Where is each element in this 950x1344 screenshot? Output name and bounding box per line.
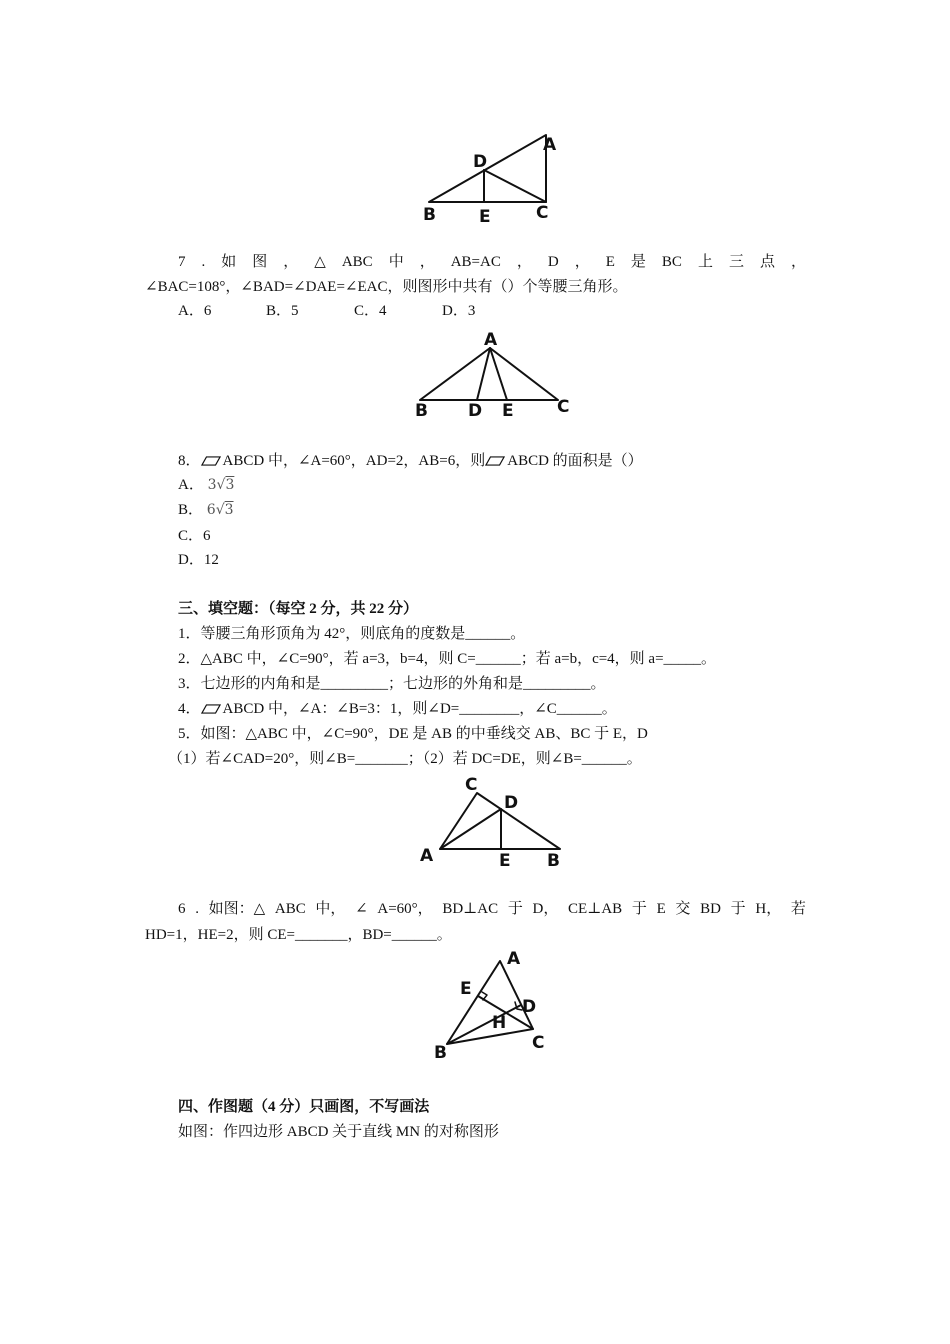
fig-top-label-a: A [543, 135, 557, 155]
q7-part: 中 [388, 254, 404, 270]
q7-option-d[interactable]: D．3 [442, 303, 476, 319]
s3-q6-line2: HD=1，HE=2，则 CE=_______，BD=______。 [145, 927, 452, 943]
q7-stem-line1 [178, 252, 806, 272]
fig-q7-label-e: E [502, 401, 514, 421]
q8-option-a-radicand: 3 [225, 477, 235, 493]
q7-part: △ [314, 254, 326, 270]
fig-q7-ae [490, 348, 507, 400]
figure-q5 [415, 773, 575, 873]
q8-stem-text-a: ABCD 中，∠A=60°，AD=2，AB=6，则 [222, 453, 486, 469]
s3-q6-line1 [178, 899, 806, 919]
q7-part: ， [574, 254, 590, 270]
fig-q6-label-b: B [434, 1043, 447, 1063]
s3-q5-line1: 5．如图：△ABC 中，∠C=90°，DE 是 AB 的中垂线交 AB、BC 于 E，D [178, 726, 648, 742]
fig-q5-label-a: A [420, 846, 434, 866]
fig-top-label-c: C [536, 203, 549, 223]
q8-option-a-label: A． [178, 477, 204, 493]
s3-q6-part: H， [755, 901, 782, 917]
s3-q4-text: ABCD 中，∠A：∠B=3：1，则∠D=________，∠C______。 [222, 701, 617, 717]
figure-q6 [430, 948, 560, 1063]
fig-q5-ad [440, 809, 501, 849]
q7-part: ABC [341, 254, 373, 270]
fig-q5-label-d: D [504, 793, 519, 813]
s3-q4-number: 4． [178, 701, 201, 717]
q7-part: ， [516, 254, 532, 270]
fig-q6-label-a: A [507, 949, 521, 969]
s3-q6-part: BD⊥AC [442, 901, 499, 917]
q7-part: AB=AC [450, 254, 501, 270]
q7-part: 是 [630, 254, 646, 270]
q8-stem-text-b: ABCD 的面积是（） [507, 453, 643, 469]
s3-q5-line2: （1）若∠CAD=20°，则∠B=_______；（2）若 DC=DE，则∠B=______。 [168, 751, 642, 767]
q8-option-b-value: 6√3 [206, 502, 234, 518]
s3-q3: 3．七边形的内角和是_________；七边形的外角和是_________。 [178, 676, 606, 692]
s3-q6-part: ABC [274, 901, 306, 917]
q7-part: 图 [252, 254, 268, 270]
fig-q6-label-e: E [460, 979, 472, 999]
parallelogram-icon [201, 456, 221, 466]
q8-option-a-value: 3√3 [207, 477, 235, 493]
q7-part: 如 [221, 254, 237, 270]
fig-top-label-d: D [473, 152, 488, 172]
fig-q7-label-d: D [468, 401, 483, 421]
q8-stem [178, 451, 643, 471]
q8-option-a[interactable] [178, 475, 234, 495]
section3-title: 三、填空题：（每空 2 分，共 22 分） [178, 601, 419, 617]
s3-q6-part: ∠ [355, 901, 368, 917]
fig-top-ec [484, 170, 546, 202]
fig-q6-label-c: C [532, 1033, 545, 1053]
fig-q5-label-e: E [499, 851, 511, 871]
q7-option-a[interactable]: A．6 [178, 303, 212, 319]
parallelogram-icon [201, 704, 221, 714]
fig-q7-label-a: A [484, 330, 498, 350]
q7-part: 三 [728, 254, 744, 270]
q7-part: BC [661, 254, 682, 270]
s3-q6-part: 于 [730, 901, 746, 917]
q8-option-a-coef: 3 [207, 477, 217, 493]
fig-q5-label-c: C [465, 775, 478, 795]
q8-option-b[interactable] [178, 500, 234, 520]
q7-part: 点 [759, 254, 775, 270]
q8-option-b-radicand: 3 [224, 502, 234, 518]
q7-options [178, 301, 530, 321]
q7-part: . [201, 254, 206, 270]
fig-q7-label-b: B [415, 401, 428, 421]
q7-option-b[interactable]: B．5 [266, 303, 299, 319]
q8-option-d[interactable]: D．12 [178, 552, 219, 568]
s3-q6-part: . [195, 901, 199, 917]
s3-q6-part: 若 [790, 901, 806, 917]
q7-stem-line2: ∠BAC=108°，∠BAD=∠DAE=∠EAC，则图形中共有（）个等腰三角形。 [145, 279, 628, 295]
section4-text: 如图：作四边形 ABCD 关于直线 MN 的对称图形 [178, 1124, 499, 1140]
figure-q6-top [415, 130, 565, 230]
s3-q6-part: D， [532, 901, 559, 917]
q8-option-b-label: B． [178, 502, 204, 518]
fig-top-label-b: B [423, 205, 436, 225]
s3-q6-part: 如图：△ [208, 901, 266, 917]
s3-q1: 1．等腰三角形顶角为 42°，则底角的度数是______。 [178, 626, 526, 642]
q7-part: ， [790, 254, 806, 270]
fig-q5-label-b: B [547, 851, 560, 871]
figure-q7 [410, 330, 585, 420]
q7-part: ， [419, 254, 435, 270]
s3-q6-part: 交 [675, 901, 691, 917]
s3-q2: 2．△ABC 中，∠C=90°，若 a=3，b=4，则 C=______；若 a=b，c=4，则 a=_____。 [178, 651, 717, 667]
s3-q6-part: 中， [315, 901, 346, 917]
section4-title: 四、作图题（4 分）只画图，不写画法 [178, 1099, 430, 1115]
fig-top-label-e: E [479, 207, 491, 227]
q7-part: E [605, 254, 615, 270]
q7-part: D [547, 254, 559, 270]
fig-q7-label-c: C [557, 397, 570, 417]
s3-q6-part: 6 [178, 901, 186, 917]
fig-q6-label-h: H [492, 1013, 507, 1033]
s3-q6-part: CE⊥AB [568, 901, 623, 917]
q7-part: 7 [178, 254, 186, 270]
s3-q6-part: E [656, 901, 666, 917]
q7-option-c[interactable]: C．4 [354, 303, 387, 319]
s3-q6-part: 于 [631, 901, 647, 917]
s3-q6-part: 于 [507, 901, 523, 917]
q7-part: ， [283, 254, 299, 270]
q8-option-b-coef: 6 [206, 502, 216, 518]
s3-q6-part: BD [700, 901, 721, 917]
q7-part: 上 [697, 254, 713, 270]
parallelogram-icon [485, 456, 505, 466]
q8-option-c[interactable]: C．6 [178, 528, 211, 544]
fig-q6-label-d: D [522, 997, 537, 1017]
s3-q6-part: A=60°， [377, 901, 433, 917]
q8-number: 8． [178, 453, 201, 469]
s3-q4 [178, 699, 617, 719]
